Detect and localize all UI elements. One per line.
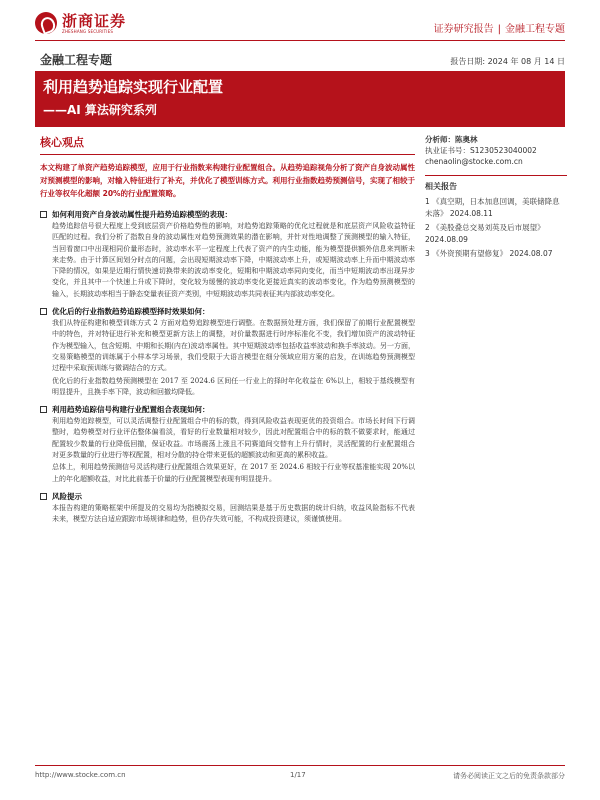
- sidebar: [425, 134, 567, 262]
- logo-name: 浙商证券: [62, 11, 127, 30]
- logo-icon: [35, 12, 57, 34]
- footer-url[interactable]: http://www.stocke.com.cn: [35, 771, 126, 779]
- doc-topic: 金融工程专题: [505, 24, 565, 35]
- report-title: 利用趋势追踪实现行业配置: [43, 78, 224, 96]
- header-divider: [35, 40, 565, 41]
- analyst-email[interactable]: chenaolin@stocke.com.cn: [425, 157, 523, 166]
- checkbox-bullet-icon: [40, 211, 47, 218]
- title-banner: [35, 71, 565, 127]
- checkbox-bullet-icon: [40, 308, 47, 315]
- header-doc-info: [434, 20, 565, 35]
- section-heading: 利用趋势追踪信号构建行业配置组合表现如何：: [52, 405, 210, 415]
- section-paragraph: 趋势追踪信号很大程度上受到底层资产价格趋势性的影响，对趋势追踪策略的优化过程就是和底层资产风险收益特征匹配的过程。我们分析了指数自身的波动属性对趋势预测效果的潜在影响，并针对性地调整了预测模型的输入特征，当回看窗口中出现相同价量形态时，波动率水平一定程度上代表了资产的内生动能，能为模型提供额外信息来判断未来走势。由于计算区间划分时点的问题，会出现短期波动率下降，中期波动率上升，或短期波动率上升而中期波动率下降的情况，如果是近期行情快速切换带来的波动率变化，短期和中期波动率同向变化，而当中短期波动率出现异步变化，并且其中一个快速上升或下降时，变化较为缓慢的波动率变化更接近真实的波动率变化，作为趋势预测模型的输入，长期波动率相当于静态变量表征资产类别，中短期波动率共同表征其内部波动率变化。: [52, 222, 415, 298]
- section-timing-effect: [40, 306, 415, 398]
- header-separator: |: [497, 24, 501, 35]
- report-category: 金融工程专题: [40, 53, 113, 67]
- checkbox-bullet-icon: [40, 406, 47, 413]
- main-content: [40, 134, 415, 532]
- section-risk: [40, 491, 415, 526]
- section-paragraph: 我们从特征构建和模型训练方式 2 方面对趋势追踪模型进行调整。在数据预处理方面，我们保留了前期行业配置模型中的特色，并对特征进行补充和模型更新方法上的调整，对价量数据进行时序标准化不变，我们增加资产的波动特征作为模型输入，包含短期、中期和长期(内在)波动率属性。其中短期波动率包括收益率波动和换手率波动。另一方面，交易策略模型的训练属于小样本学习场景，我们受限于大语言模型在细分领域应用方案的启发，在训练趋势预测模型过程中采取预训练与微调结合的方式。: [52, 319, 415, 373]
- logo-english-name: ZHESHANG SECURITIES: [62, 28, 114, 34]
- report-date: 报告日期: 2024 年 08 月 14 日: [450, 57, 565, 66]
- section-paragraph: 总体上，利用趋势预测信号灵活构建行业配置组合效果更好，在 2017 至 2024.6 相较于行业等权基准能实现 20%以上的年化超额收益，对比此前基于价量的行业配置模型表现有明显提升。: [52, 463, 415, 483]
- section-volatility: [40, 209, 415, 300]
- section-heading: 优化后的行业指数趋势追踪模型择时效果如何：: [52, 307, 210, 317]
- core-view-divider: [40, 154, 415, 155]
- analyst-name: 分析师：陈奥林: [425, 135, 478, 144]
- section-paragraph: 优化后的行业指数趋势预测模型在 2017 至 2024.6 区间任一行业上的择时年化收益在 6%以上，相较于基线模型有明显提升，且换手率下降，波动和回撤均降低。: [52, 376, 415, 396]
- lead-summary: 本文构建了单资产趋势追踪模型，应用于行业指数来构建行业配置组合。从趋势追踪视角分析了资产自身波动属性对预测模型的影响，对输入特征进行了补充，并优化了模型训练方式。利用行业指数趋势预测信号，实现了相较于行业等权年化超额 20%的行业配置策略。: [40, 163, 415, 198]
- related-report-item[interactable]: 2 《美股叠总交易刘英及后市展望》 2024.08.09: [425, 223, 545, 244]
- section-paragraph: 本报告构建的策略框架中所提及的交易均为指模拟交易，回测结果是基于历史数据的统计归纳，收益风险指标不代表未来，模型方法自适应跟踪市场规律和趋势，但仍存失效可能，不构成投资建议，须谨慎使用。: [52, 503, 415, 524]
- section-paragraph: 利用趋势追踪模型，可以灵活调整行业配置组合中的标的数，得到风险收益表现更优的投资组合。市场长时间下行调整时，趋势模型对行业评估整体偏看淡，看好的行业数量相对较少，因此对配置组合中的标的数不做要求时，能通过配置较少数量的行业降低回撤，保证收益。市场震荡上涨且不同赛道间交替有上升行情时，灵活配置的行业配置组合对更多数量的行业进行等权配置，相对分散的持仓带来更低的超额波动和更高的累积收益。: [52, 417, 415, 460]
- footer-divider: [35, 765, 565, 766]
- section-heading: 风险提示: [52, 491, 82, 501]
- report-subtitle: ——AI 算法研究系列: [43, 103, 157, 117]
- related-report-item[interactable]: 1 《真空期，日本加息回调，美联储降息未落》 2024.08.11: [425, 197, 560, 218]
- section-portfolio: [40, 404, 415, 485]
- checkbox-bullet-icon: [40, 493, 47, 500]
- related-reports-heading: 相关报告: [425, 182, 457, 191]
- core-view-heading: 核心观点: [40, 136, 84, 149]
- doc-type: 证券研究报告: [433, 24, 494, 35]
- company-logo: [35, 12, 126, 34]
- related-report-item[interactable]: 3 《外资预期有望修复》 2024.08.07: [425, 249, 553, 258]
- footer-disclaimer: 请务必阅读正文之后的免责条款部分: [453, 772, 565, 780]
- sidebar-divider: [425, 175, 567, 176]
- analyst-license: 执业证书号：S1230523040002: [425, 146, 537, 155]
- section-heading: 如何利用资产自身波动属性提升趋势追踪模型的表现：: [52, 210, 232, 219]
- page-number: 1/17: [290, 771, 306, 779]
